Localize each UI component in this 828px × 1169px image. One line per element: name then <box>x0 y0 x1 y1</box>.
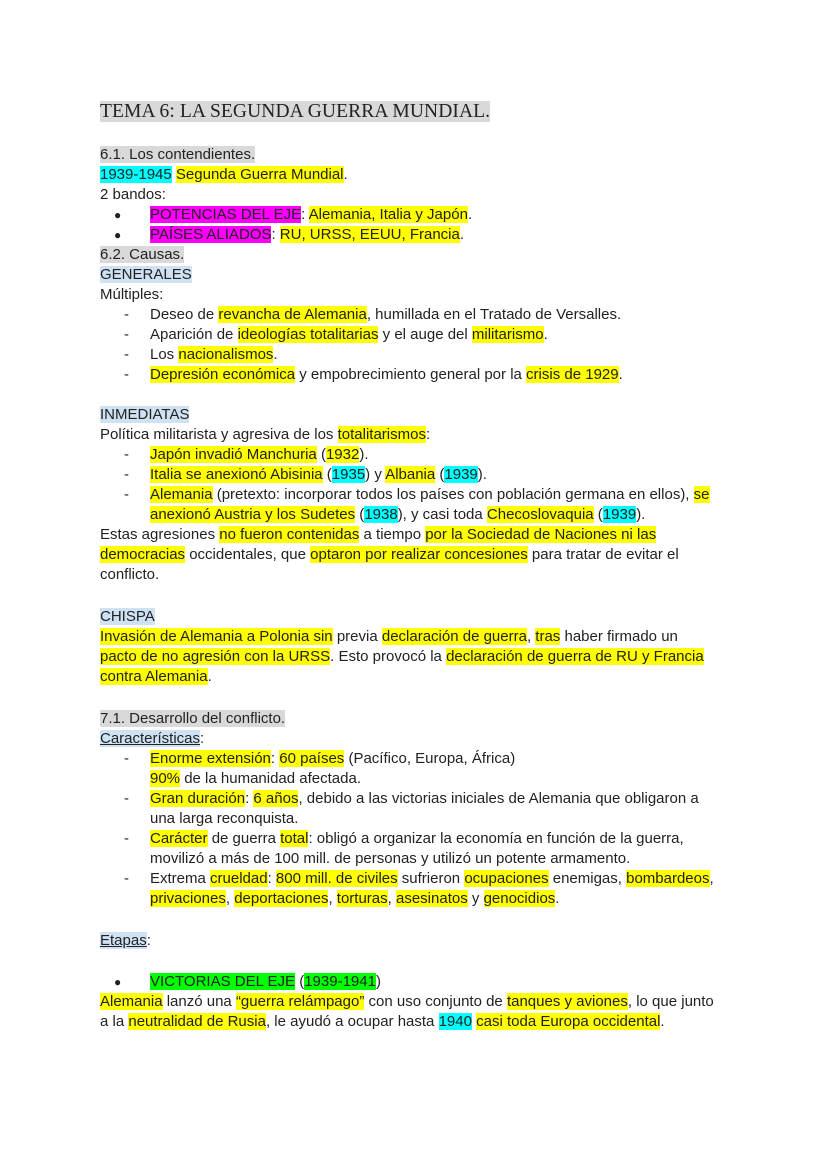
text-run: 1932 <box>325 446 360 463</box>
text-run: 1935 <box>331 466 366 483</box>
text-run: Política militarista y agresiva de los <box>100 426 338 443</box>
text-run: , humillada en el Tratado de Versalles. <box>366 306 622 323</box>
subheading-chispa <box>100 607 155 627</box>
list-item-text <box>150 485 710 505</box>
text-run: , le ayudó a ocupar hasta <box>265 1013 439 1030</box>
section-heading-7-1 <box>100 709 285 729</box>
text-run: deportaciones <box>234 890 329 907</box>
text-run: , lo que junto <box>627 993 714 1010</box>
document-title <box>100 100 490 124</box>
text-run: Los <box>150 346 179 363</box>
list-item-caracter-cont <box>150 849 630 869</box>
text-run: (pretexto: incorporar todos los países con población germana en ellos), <box>212 486 694 503</box>
paragraph-agresiones-3 <box>100 565 159 585</box>
paragraph-victorias-1 <box>100 992 714 1012</box>
text-run: torturas <box>336 890 388 907</box>
dash-bullet-icon: - <box>124 486 129 503</box>
text-run: enemigas, <box>548 870 627 887</box>
dash-bullet-icon: - <box>124 466 129 483</box>
text-run: 1938 <box>364 506 398 523</box>
text-run: 6 años <box>253 790 299 807</box>
paragraph-politica: Política militarista y agresiva de los totalitarismos: <box>100 426 431 443</box>
text-run: revancha de Alemania <box>218 306 367 323</box>
text-run: genocidios <box>483 890 556 907</box>
text-run: Albania <box>385 466 436 483</box>
text-run: a la <box>100 1013 129 1030</box>
text-run: 1939 <box>444 466 478 483</box>
text-run: 6.2. Causas. <box>100 246 185 263</box>
text-run: . Esto provocó la <box>330 648 447 665</box>
list-item-text: Enorme extensión: 60 países (Pacífico, Europa, África) <box>150 750 516 767</box>
text-run: casi toda Europa occidental <box>476 1013 661 1030</box>
subheading-caracteristicas: Características: <box>100 730 205 747</box>
text-run: Invasión de Alemania a Polonia sin <box>100 628 333 645</box>
text-run: CHISPA <box>100 608 155 625</box>
text-run: lanzó una <box>162 993 236 1010</box>
text-run: 1939 <box>602 506 637 523</box>
text-run: por la Sociedad de Naciones ni las <box>425 526 657 543</box>
text-run: Características <box>100 730 201 747</box>
text-run: Alemania <box>150 486 213 503</box>
text-run: Italia se anexionó Abisinia <box>150 466 323 483</box>
text-run: sufrieron <box>397 870 465 887</box>
text-run: Depresión económica <box>150 366 296 383</box>
paragraph-agresiones-1 <box>100 525 656 545</box>
list-item-text: POTENCIAS DEL EJE: Alemania, Italia y Japón. <box>150 206 473 223</box>
subheading-generales <box>100 265 192 285</box>
text-run: y el auge del <box>378 326 472 343</box>
subheading-inmediatas <box>100 405 189 425</box>
text-run: 1939-1945 <box>100 166 172 183</box>
text-run: contra Alemania <box>100 668 208 685</box>
text-run: previa <box>332 628 382 645</box>
text-run: TEMA 6: LA SEGUNDA GUERRA MUNDIAL. <box>100 101 491 122</box>
text-run: se <box>693 486 710 503</box>
text-run: declaración de guerra de RU y Francia <box>446 648 704 665</box>
list-item-text <box>150 305 621 325</box>
list-item-text: Los nacionalismos. <box>150 346 278 363</box>
text-run: nacionalismos <box>178 346 274 363</box>
text-run: . <box>343 166 348 183</box>
text-run: Extrema <box>150 870 211 887</box>
text-run: POTENCIAS DEL EJE <box>150 206 302 223</box>
section-heading-6-1 <box>100 145 255 165</box>
text-run: anexionó Austria y los Sudetes <box>150 506 356 523</box>
list-item-text: Depresión económica y empobrecimiento general por la crisis de 1929. <box>150 366 623 383</box>
text-run: 6.1. Los contendientes. <box>100 146 256 163</box>
dash-bullet-icon: - <box>124 446 129 463</box>
text-run: “guerra relámpago” <box>235 993 365 1010</box>
text-run: y empobrecimiento general por la <box>295 366 527 383</box>
text-run: VICTORIAS DEL EJE <box>150 973 296 990</box>
text-run: : obligó a organizar la economía en función de la guerra, <box>308 830 684 847</box>
dash-bullet-icon: - <box>124 326 129 343</box>
text-run: PAÍSES ALIADOS <box>150 226 272 243</box>
text-run: neutralidad de Rusia <box>128 1013 266 1030</box>
text-run: de la humanidad afectada. <box>180 770 361 787</box>
paragraph-chispa-2 <box>100 647 704 667</box>
text-run: crueldad <box>210 870 268 887</box>
text-run: haber firmado un <box>560 628 678 645</box>
text-run: 7.1. Desarrollo del conflicto. <box>100 710 286 727</box>
text-run: conflicto. <box>100 566 160 583</box>
paragraph-agresiones-2 <box>100 545 679 565</box>
text-run: Etapas <box>100 932 147 949</box>
text-run: Alemania, Italia y Japón <box>308 206 468 223</box>
paragraph-victorias-2: a la neutralidad de Rusia, le ayudó a ocupar hasta 1940 casi toda Europa occidental. <box>100 1013 665 1030</box>
dash-bullet-icon: - <box>124 306 129 323</box>
dash-bullet-icon: - <box>124 870 129 887</box>
text-run: una larga reconquista. <box>150 810 299 827</box>
text-run: tras <box>535 628 561 645</box>
bullet-dot-icon: ● <box>114 208 122 222</box>
text-run: ocupaciones <box>464 870 549 887</box>
text-run: crisis de 1929 <box>526 366 619 383</box>
subheading-etapas: Etapas: <box>100 932 151 949</box>
list-item-text: VICTORIAS DEL EJE (1939-1941) <box>150 973 381 990</box>
text-run: Aparición de <box>150 326 238 343</box>
text-run: total <box>280 830 309 847</box>
paragraph-chispa-1: Invasión de Alemania a Polonia sin previa declaración de guerra, tras haber firmado un <box>100 628 678 645</box>
text-run: GENERALES <box>100 266 192 283</box>
text-run: 800 mill. de civiles <box>275 870 398 887</box>
list-item-text: PAÍSES ALIADOS: RU, URSS, EEUU, Francia. <box>150 226 465 243</box>
text-run: INMEDIATAS <box>100 406 190 423</box>
dash-bullet-icon: - <box>124 366 129 383</box>
list-item-text: Italia se anexionó Abisinia (1935) y Albania (1939). <box>150 466 487 483</box>
text-run: no fueron contenidas <box>219 526 360 543</box>
list-item-duracion-cont <box>150 809 298 829</box>
dash-bullet-icon: - <box>124 790 129 807</box>
text-run: Segunda Guerra Mundial <box>175 166 344 183</box>
text-run: declaración de guerra <box>381 628 527 645</box>
text-run: optaron por realizar concesiones <box>310 546 528 563</box>
text-run: , debido a las victorias iniciales de Alemania que obligaron a <box>298 790 699 807</box>
text-run: militarismo <box>471 326 544 343</box>
section-heading-6-2 <box>100 245 184 265</box>
text-run: Múltiples: <box>100 286 164 303</box>
bullet-dot-icon: ● <box>114 228 122 242</box>
text-run: movilizó a más de 100 mill. de personas y utilizó un potente armamento. <box>150 850 631 867</box>
text-run: democracias <box>100 546 186 563</box>
text-run: ideologías totalitarias <box>237 326 379 343</box>
text-run: 60 países <box>279 750 345 767</box>
list-item-text: Extrema crueldad: 800 mill. de civiles sufrieron ocupaciones enemigas, bombardeos, <box>150 870 714 887</box>
text-run: (Pacífico, Europa, África) <box>344 750 516 767</box>
list-item-text: Aparición de ideologías totalitarias y el auge del militarismo. <box>150 326 548 343</box>
list-item-text <box>150 829 684 849</box>
list-item-alemania-cont: anexionó Austria y los Sudetes (1938), y casi toda Checoslovaquia (1939). <box>150 506 646 523</box>
text-run: asesinatos <box>396 890 468 907</box>
text-run: tanques y aviones <box>506 993 628 1010</box>
text-run: Alemania <box>100 993 163 1010</box>
text-run: Checoslovaquia <box>486 506 594 523</box>
text-run: Enorme extensión <box>150 750 271 767</box>
text-run: Japón invadió Manchuria <box>150 446 317 463</box>
text-run: totalitarismos <box>337 426 426 443</box>
text-run: occidentales, que <box>185 546 311 563</box>
text-run: bombardeos <box>626 870 710 887</box>
text-run: Deseo de <box>150 306 219 323</box>
text-run: de guerra <box>207 830 281 847</box>
dash-bullet-icon: - <box>124 750 129 767</box>
text-run: Gran duración <box>150 790 246 807</box>
text-run: a tiempo <box>359 526 426 543</box>
text-run: 1939-1941 <box>304 973 376 990</box>
text-run: 90% <box>150 770 181 787</box>
text-run: con uso conjunto de <box>364 993 507 1010</box>
paragraph-chispa-3: contra Alemania. <box>100 668 212 685</box>
paragraph-multiples <box>100 285 163 305</box>
text-run: 2 bandos: <box>100 186 166 203</box>
list-item-text: Japón invadió Manchuria (1932). <box>150 446 369 463</box>
text-run: para tratar de evitar el <box>527 546 679 563</box>
text-run: Estas agresiones <box>100 526 220 543</box>
text-run: ), y casi toda <box>397 506 487 523</box>
list-item-text: Gran duración: 6 años, debido a las victorias iniciales de Alemania que obligaron a <box>150 790 699 807</box>
dash-bullet-icon: - <box>124 346 129 363</box>
paragraph-bandos <box>100 185 166 205</box>
list-item-crueldad-cont: privaciones, deportaciones, torturas, asesinatos y genocidios. <box>150 890 560 907</box>
text-run: privaciones <box>150 890 226 907</box>
paragraph-years <box>100 165 348 185</box>
text-run: pacto de no agresión con la URSS <box>100 648 331 665</box>
text-run: 1940 <box>438 1013 472 1030</box>
bullet-dot-icon: ● <box>114 975 122 989</box>
text-run: Carácter <box>150 830 208 847</box>
text-run: RU, URSS, EEUU, Francia <box>279 226 460 243</box>
dash-bullet-icon: - <box>124 830 129 847</box>
list-item-extension-cont <box>150 769 361 789</box>
